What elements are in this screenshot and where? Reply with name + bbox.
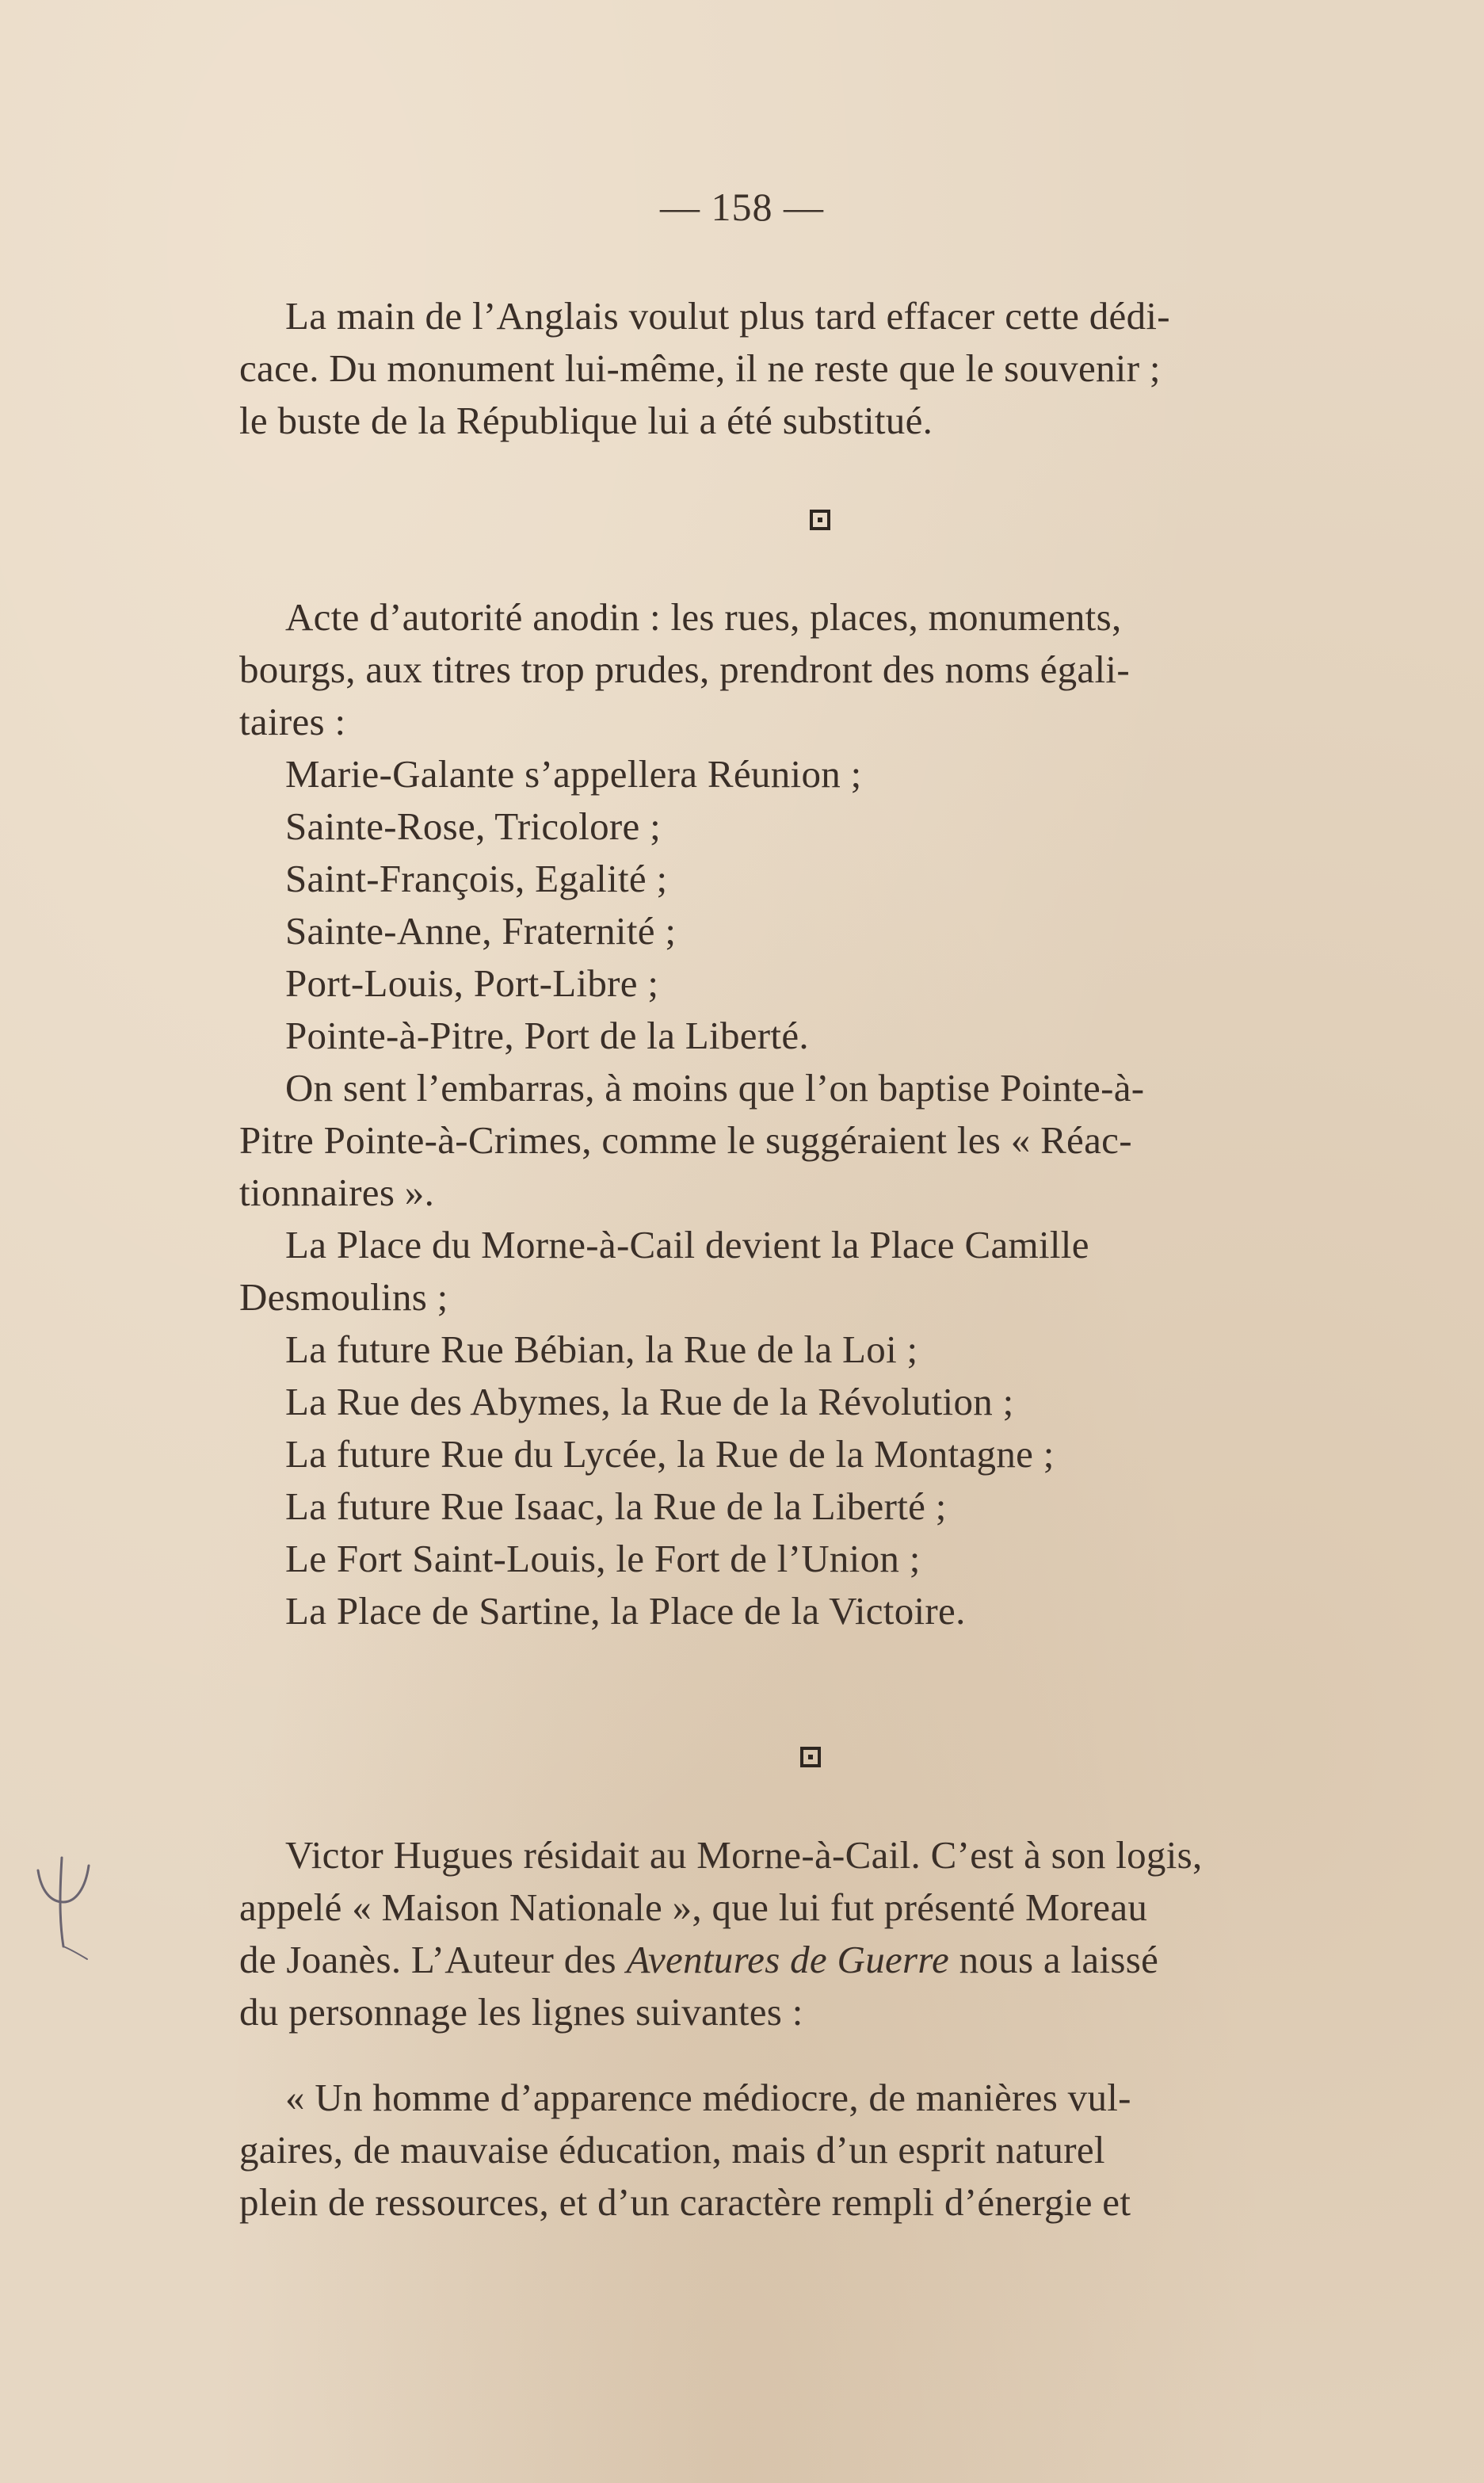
street-item: La Place de Sartine, la Place de la Victoire. <box>285 1589 966 1633</box>
text-line: Victor Hugues résidait au Morne-à-Cail. C’est à son logis, <box>285 1833 1203 1877</box>
text-line: plein de ressources, et d’un caractère rempli d’énergie et <box>239 2180 1131 2224</box>
intro-paragraph <box>239 290 1394 447</box>
street-item: La Rue des Abymes, la Rue de la Révolution ; <box>285 1380 1014 1423</box>
rename-item: Port-Louis, Port-Libre ; <box>285 961 659 1005</box>
text-line: Desmoulins ; <box>239 1275 448 1319</box>
handwritten-margin-mark-icon <box>24 1853 95 1964</box>
text-fragment: de Joanès. L’Auteur des <box>239 1938 627 1981</box>
rename-item: Sainte-Rose, Tricolore ; <box>285 804 662 848</box>
text-line: Pitre Pointe-à-Crimes, comme le suggéraient les « Réac- <box>239 1118 1132 1162</box>
page-number: — 158 — <box>660 185 824 229</box>
rename-item: Sainte-Anne, Fraternité ; <box>285 909 677 953</box>
street-item: La future Rue Bébian, la Rue de la Loi ; <box>285 1327 918 1371</box>
book-title: Aventures de Guerre <box>626 1938 950 1981</box>
section-separator-icon <box>800 1747 821 1767</box>
rename-item: Pointe-à-Pitre, Port de la Liberté. <box>285 1014 809 1057</box>
acte-section <box>239 591 1394 1637</box>
section-separator-icon <box>810 510 830 530</box>
quote-paragraph <box>239 2072 1394 2229</box>
text-line: taires : <box>239 700 346 743</box>
street-item: Le Fort Saint-Louis, le Fort de l’Union ; <box>285 1537 921 1580</box>
text-line: La Place du Morne-à-Cail devient la Place Camille <box>285 1223 1089 1266</box>
rename-item: Saint-François, Egalité ; <box>285 857 668 900</box>
text-line: appelé « Maison Nationale », que lui fut présenté Moreau <box>239 1885 1148 1929</box>
text-line: bourgs, aux titres trop prudes, prendront des noms égali- <box>239 647 1130 691</box>
text-line: tionnaires ». <box>239 1171 435 1214</box>
rename-item: Marie-Galante s’appellera Réunion ; <box>285 752 862 796</box>
street-item: La future Rue Isaac, la Rue de la Liberté ; <box>285 1484 947 1528</box>
text-line: « Un homme d’apparence médiocre, de manières vul- <box>285 2076 1131 2119</box>
text-fragment: nous a laissé <box>949 1938 1159 1981</box>
text-line <box>239 1934 1394 1986</box>
text-line: Acte d’autorité anodin : les rues, places, monuments, <box>285 595 1122 639</box>
street-item: La future Rue du Lycée, la Rue de la Montagne ; <box>285 1432 1055 1476</box>
victor-paragraph <box>239 1829 1394 2038</box>
text-line: du personnage les lignes suivantes : <box>239 1990 803 2034</box>
text-line: La main de l’Anglais voulut plus tard effacer cette dédi- <box>285 294 1170 338</box>
text-line: On sent l’embarras, à moins que l’on baptise Pointe-à- <box>285 1066 1145 1110</box>
text-line: gaires, de mauvaise éducation, mais d’un esprit naturel <box>239 2128 1105 2172</box>
text-line: cace. Du monument lui-même, il ne reste que le souvenir ; <box>239 346 1161 390</box>
text-line: le buste de la République lui a été substitué. <box>239 399 933 442</box>
